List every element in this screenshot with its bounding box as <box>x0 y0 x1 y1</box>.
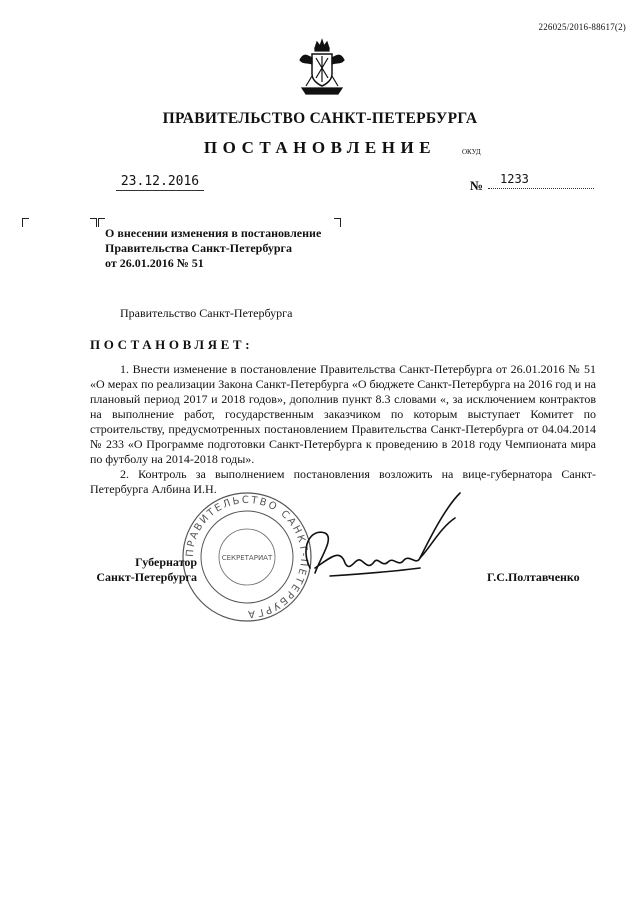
coat-of-arms-icon <box>298 38 346 96</box>
okud-label: ОКУД <box>462 148 481 156</box>
handwritten-signature <box>270 488 470 598</box>
paragraph: 2. Контроль за выполнением постановления возложить на вице-губернатора Санкт-Петербурга Албина И.Н. <box>90 467 596 496</box>
signatory-name: Г.С.Полтавченко <box>487 570 580 584</box>
paragraph: 1. Внести изменение в постановление Правительства Санкт-Петербурга от 26.01.2016 № 51 «О мерах по реализации Закона Санкт-Петербурга «О бюджете Санкт-Петербурга на 2016 год и на плановый период 2017 и 2018 годов», дополнив пункт 8.3 словами «, за исключением контрактов на выполнение работ, государственным заказчиком по которым выступает Комитет по строительству, предусмотренных постановлением Правительства Санкт-Петербурга от 04.04.2014 № 233 «О Программе подготовки Санкт-Петербурга к проведению в 2018 году Чемпионата мира по футболу на 2014-2018 годы». <box>90 362 596 466</box>
document-id: 226025/2016-88617(2) <box>538 22 626 32</box>
document-number: 1233 <box>488 172 594 189</box>
subject-line: Правительства Санкт-Петербурга <box>105 241 293 255</box>
document-date: 23.12.2016 <box>116 174 204 191</box>
bracket-mark <box>90 218 97 227</box>
signatory-title-line: Санкт-Петербурга <box>96 570 197 584</box>
subject-line: от 26.01.2016 № 51 <box>105 256 204 270</box>
number-label: № <box>470 178 484 193</box>
signatory-title-line: Губернатор <box>135 555 197 569</box>
body-text <box>90 362 596 497</box>
preamble: Правительство Санкт-Петербурга <box>120 306 293 320</box>
stamp-center-text: СЕКРЕТАРИАТ <box>221 554 273 562</box>
stamp-text: ПРАВИТЕЛЬСТВО САНКТ-ПЕТЕРБУРГА <box>184 494 310 620</box>
bracket-mark <box>334 218 341 227</box>
bracket-mark <box>98 218 105 227</box>
subject-block <box>105 226 321 271</box>
subject-line: О внесении изменения в постановление <box>105 226 322 240</box>
bracket-mark <box>22 218 29 227</box>
document-type: ПОСТАНОВЛЕНИЕ <box>203 138 437 157</box>
government-title: ПРАВИТЕЛЬСТВО САНКТ-ПЕТЕРБУРГА <box>162 110 478 127</box>
signatory-title <box>90 555 197 585</box>
resolves-heading: ПОСТАНОВЛЯЕТ: <box>90 337 254 352</box>
